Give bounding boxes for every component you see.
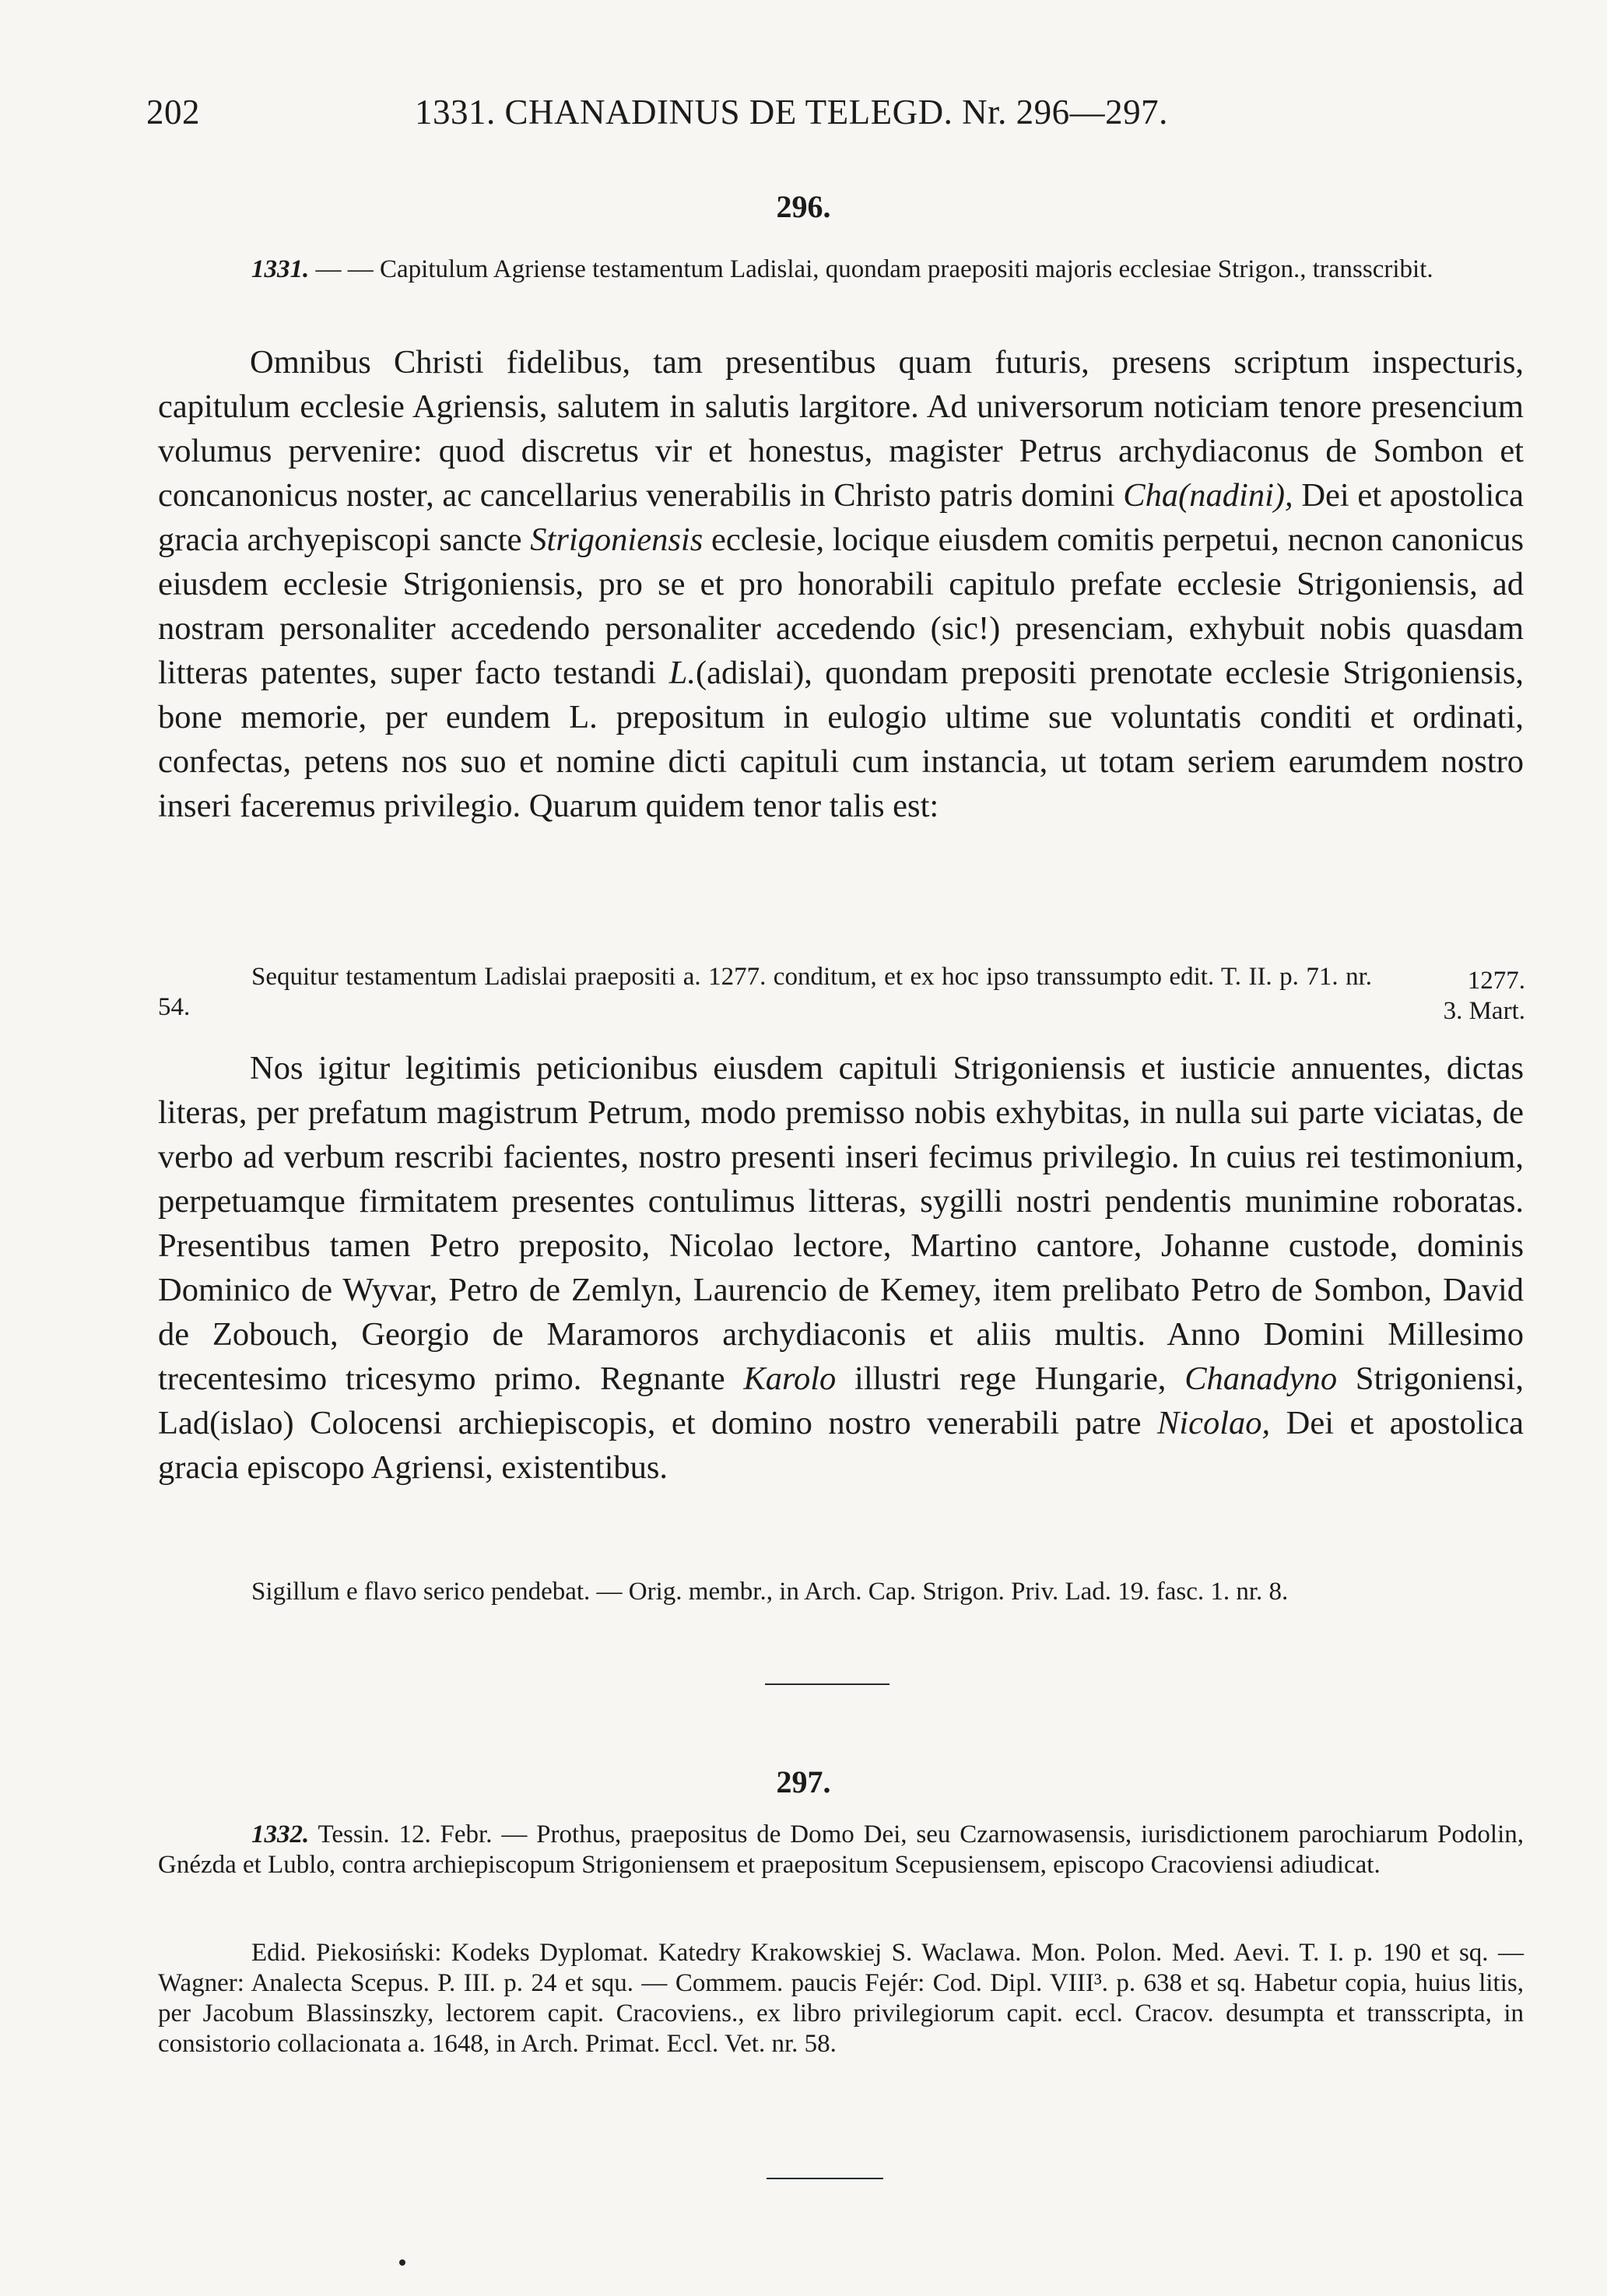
seal-note: Sigillum e flavo serico pendebat. — Orig. membr., in Arch. Cap. Strigon. Priv. Lad. 19. fasc. 1. nr. 8.	[251, 1578, 1289, 1606]
charter-para2-b: illustri rege Hungarie,	[836, 1360, 1185, 1397]
end-divider	[767, 2178, 883, 2179]
charter-para2-italic3: Nicolao,	[1156, 1405, 1271, 1441]
charter-para1-italic2: Strigoniensis	[530, 521, 704, 558]
speck-mark	[399, 2259, 405, 2266]
margin-note	[1401, 966, 1525, 1027]
charter-para1-a: Omnibus Christi fidelibus, tam presentibus quam futuris, presens scriptum inspecturis, capitulum ecclesie Agriensis, salutem in salutis largitore. Ad universorum noticiam tenore presencium volumus pervenire: quod discretus vir et honestus, magister Petrus archydiaconus de Sombon et concanonicus noster, ac cancellarius venerabilis in Christo patris domini	[158, 344, 1524, 514]
charter-para2-c: Strigoniensi, Lad(islao) Colocensi archiepiscopis, et domino nostro venerabili patre	[158, 1360, 1524, 1441]
regest-date-297: 1332.	[251, 1820, 310, 1848]
regest-296	[158, 255, 1524, 285]
charter-text-part2	[158, 1046, 1524, 1490]
section-divider	[765, 1683, 889, 1685]
document-number-297: 297.	[776, 1764, 831, 1799]
charter-para1-c: ecclesie, locique eiusdem comitis perpetui, necnon canonicus eiusdem ecclesie Strigoniensis, pro se et pro honorabili capitulo prefate ecclesie Strigoniensis, ad nostram personaliter accedendo personaliter accedendo (sic!) presenciam, exhybuit nobis quasdam litteras patentes, super facto testandi	[158, 521, 1524, 691]
edition-note: Edid. Piekosiński: Kodeks Dyplomat. Katedry Krakowskiej S. Waclawa. Mon. Polon. Med. Aevi. T. I. p. 190 et sq. — Wagner: Analecta Scepus. P. III. p. 24 et squ. — Commem. paucis Fejér: Cod. Dipl. VIII³. p. 638 et sq. Habetur copia, huius litis, per Jacobum Blassinszky, lectorem capit. Cracoviens., ex libro privilegiorum capit. eccl. Cracov. desumpta et transscripta, in consistorio collacionata a. 1648, in Arch. Primat. Eccl. Vet. nr. 58.	[158, 1939, 1524, 2058]
running-title: 1331. CHANADINUS DE TELEGD. Nr. 296—297.	[415, 93, 1168, 132]
charter-para2-a: Nos igitur legitimis peticionibus eiusdem capituli Strigoniensis et iusticie annuentes, dictas literas, per prefatum magistrum Petrum, modo premisso nobis exhybitas, in nulla sui parte viciatas, de verbo ad verbum rescribi facientes, nostro presenti inseri fecimus privilegio. In cuius rei testimonium, perpetuamque firmitatem presentes contulimus litteras, sygilli nostri pendentis munimine roboratas. Presentibus tamen Petro preposito, Nicolao lectore, Martino cantore, Johanne custode, dominis Dominico de Wyvar, Petro de Zemlyn, Laurencio de Kemey, item prelibato Petro de Sombon, David de Zobouch, Georgio de Maramoros archydiaconis et aliis multis. Anno Domini Millesimo trecentesimo tricesymo primo. Regnante	[158, 1050, 1524, 1397]
charter-para1-d: (adislai), quondam prepositi prenotate ecclesie Strigoniensis, bone memorie, per eundem L. prepositum in eulogio ultime sue voluntatis conditi et ordinati, confectas, petens nos suo et nomine dicti capituli cum instancia, ut totam seriem earumdem nostro inseri faceremus privilegio. Quarum quidem tenor talis est:	[158, 655, 1524, 824]
charter-para1-italic3: L.	[668, 655, 696, 691]
insert-note: Sequitur testamentum Ladislai praepositi a. 1277. conditum, et ex hoc ipso transsumpto edit. T. II. p. 71. nr. 54.	[158, 963, 1372, 1021]
charter-para1-italic1: Cha(nadini),	[1123, 477, 1293, 514]
regest-date: 1331.	[251, 255, 310, 283]
regest-text: — — Capitulum Agriense testamentum Ladislai, quondam praepositi majoris ecclesiae Strigon., transscribit.	[309, 255, 1433, 283]
margin-year: 1277.	[1467, 967, 1525, 995]
regest-text-297: Tessin. 12. Febr. — Prothus, praepositus de Domo Dei, seu Czarnowasensis, iurisdictionem parochiarum Podolin, Gnézda et Lublo, contra archiepiscopum Strigoniensem et praepositum Scepusiensem, episcopo Cracoviensi adiudicat.	[158, 1820, 1524, 1879]
document-number-296: 296.	[776, 189, 831, 224]
charter-para1-b: Dei et apostolica gracia archyepiscopi sancte	[158, 477, 1525, 558]
regest-297	[158, 1820, 1524, 1880]
margin-date: 3. Mart.	[1443, 997, 1525, 1025]
charter-text-part1	[158, 340, 1524, 828]
page-number: 202	[146, 93, 200, 132]
charter-para2-italic2: Chanadyno	[1184, 1360, 1338, 1397]
charter-para2-d: Dei et apostolica gracia episcopo Agriensi, existentibus.	[158, 1405, 1524, 1486]
charter-para2-italic1: Karolo	[743, 1360, 837, 1397]
